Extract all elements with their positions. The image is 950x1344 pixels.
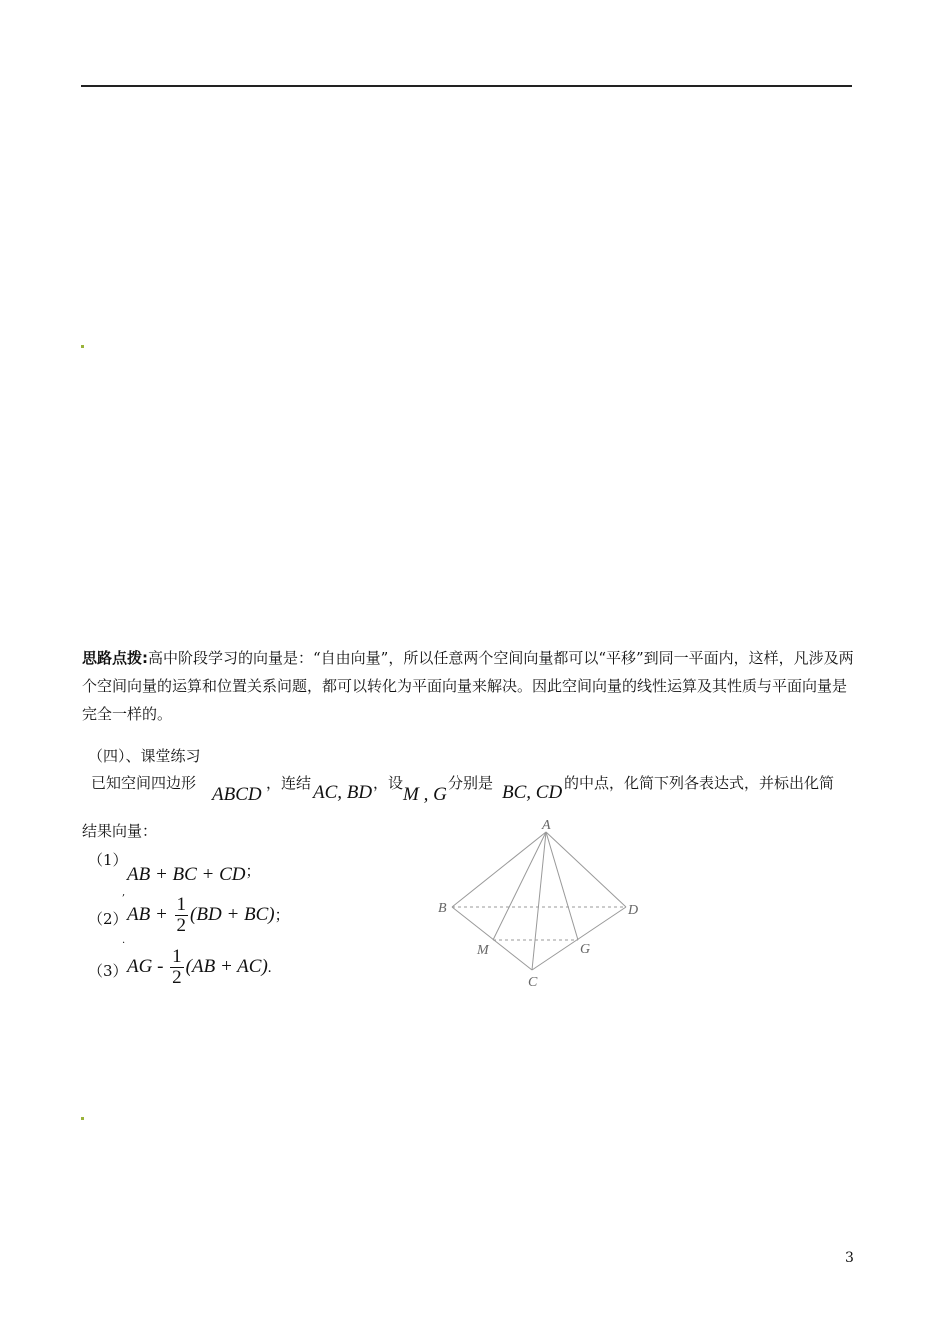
stray-mark: ,: [122, 887, 126, 898]
item-2-expr-b: (BD + BC): [190, 903, 275, 925]
item-1-number: （1）: [88, 851, 128, 869]
intro-text-1: 已知空间四边形: [91, 774, 197, 792]
intro-text-3: ，设: [373, 774, 404, 792]
exercise-intro: [91, 772, 196, 793]
hint-text: 高中阶段学习的向量是：“自由向量”，所以任意两个空间向量都可以“平移”到同一平面内，这样，凡涉及两个空间向量的运算和位置关系问题，都可以转化为平面向量来解决。因此空间向量的线性运算及其性质与平面向量是完全一样的。: [82, 649, 854, 723]
label-c: C: [528, 975, 538, 990]
quad-name: ABCD: [212, 784, 262, 805]
item-3-expr-b: (AB + AC): [185, 955, 268, 977]
edge-bc: [452, 907, 532, 970]
marker-dot: [81, 345, 84, 348]
sides: BC, CD: [502, 782, 563, 803]
edge-ac: [532, 832, 546, 970]
item-1-expr: AB + BC + CD: [127, 864, 246, 885]
intro-text-2: ，连结: [266, 774, 312, 792]
label-d: D: [628, 903, 639, 918]
midpoints: M , G: [403, 784, 447, 805]
tetrahedron-figure: [430, 815, 650, 995]
item-3-tail: .: [267, 959, 272, 976]
intro-text-4: 分别是: [448, 774, 494, 792]
item-2-expression: [127, 895, 290, 936]
label-b: B: [438, 901, 447, 916]
frac-numerator: 1: [172, 946, 182, 967]
item-2-number: （2）: [88, 910, 128, 928]
frac-denominator: 2: [176, 915, 187, 936]
item-3-expr-a: AG -: [127, 955, 164, 977]
header-rule: [81, 85, 852, 87]
item-2-fraction: [175, 895, 189, 936]
label-m: M: [477, 943, 489, 958]
intro-text-6: 结果向量：: [82, 822, 158, 840]
item-1-expression: [127, 860, 261, 886]
page-number: 3: [845, 1250, 854, 1266]
intro-text-5: 的中点，化简下列各表达式，并标出化简: [564, 774, 835, 792]
item-3-number: （3）: [88, 962, 128, 980]
hint-paragraph: [82, 644, 857, 728]
segment-am: [493, 832, 546, 940]
segment-ag: [546, 832, 578, 940]
edge-ab: [452, 832, 546, 907]
item-3-expression: [127, 947, 272, 988]
item-2-tail: ；: [274, 907, 290, 924]
frac-denominator: 2: [172, 967, 182, 988]
diagonals: AC, BD: [313, 782, 373, 803]
stray-mark: .: [122, 935, 126, 946]
item-3-fraction: [170, 947, 184, 988]
label-g: G: [580, 942, 591, 957]
item-2-expr-a: AB +: [127, 903, 168, 925]
edge-cd: [532, 907, 626, 970]
edge-ad: [546, 832, 626, 907]
item-1-tail: ；: [245, 864, 261, 880]
frac-numerator: 1: [176, 894, 187, 915]
hint-label: 思路点拨:: [82, 649, 148, 667]
marker-dot: [81, 1117, 84, 1120]
exercise-heading: （四）、课堂练习: [88, 747, 201, 765]
label-a: A: [542, 818, 551, 833]
